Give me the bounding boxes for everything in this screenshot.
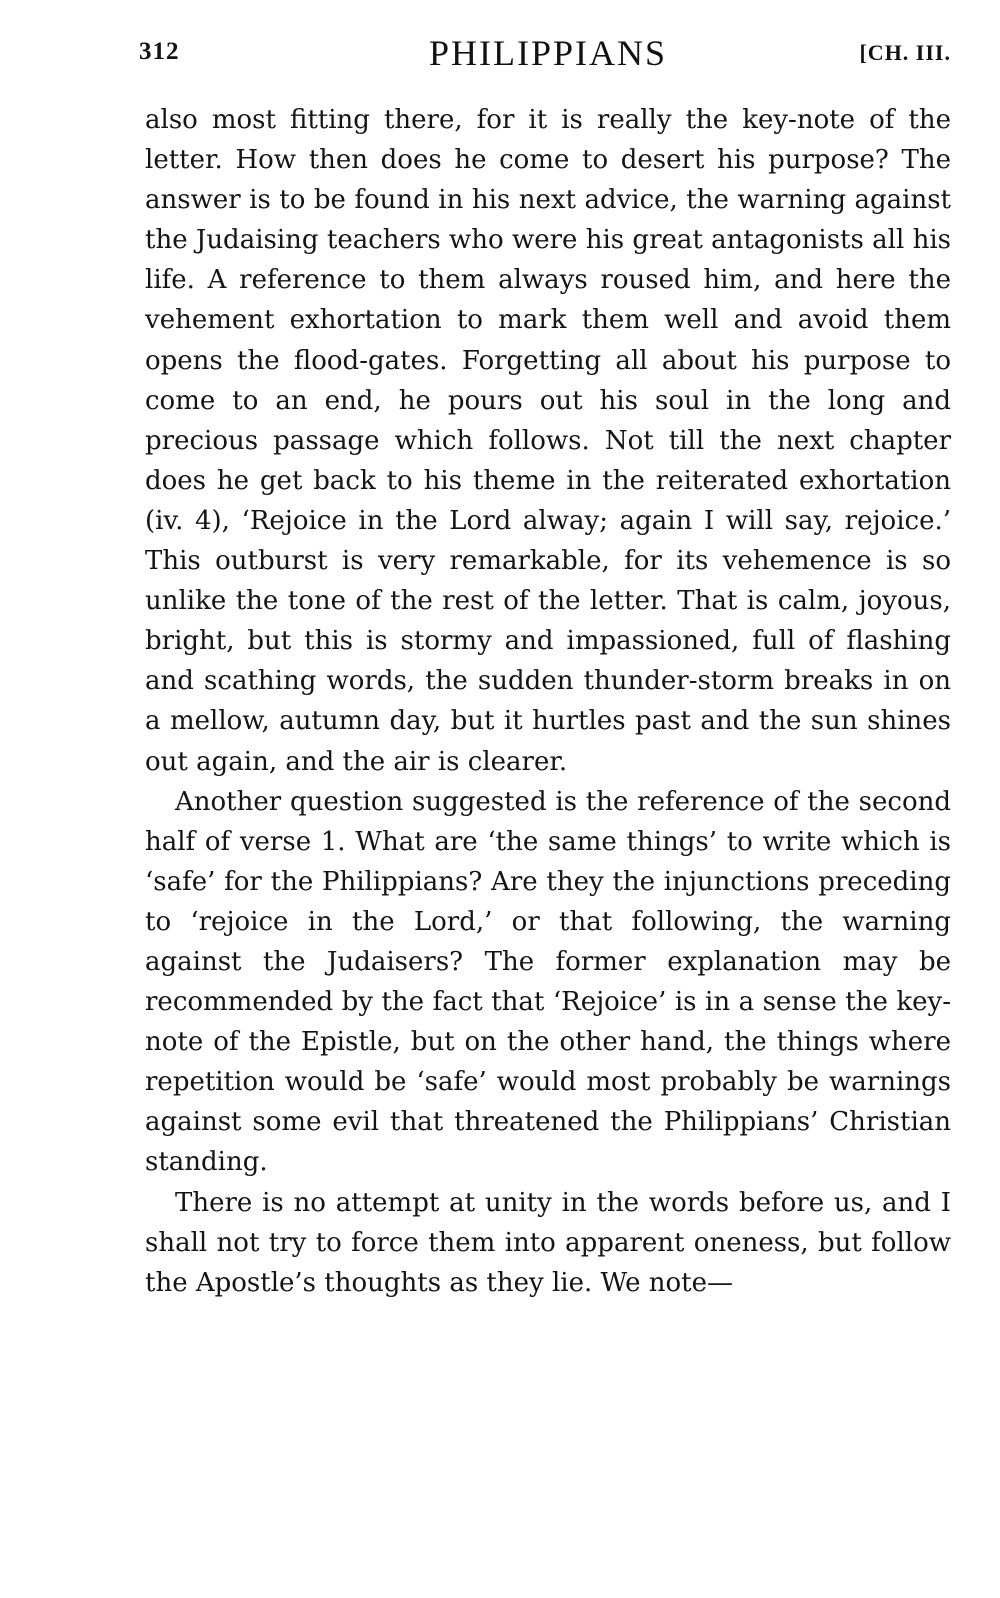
book-page	[139, 32, 951, 1303]
chapter-reference: [CH. III.	[859, 40, 951, 65]
page-number: 312	[139, 38, 180, 65]
book-title: PHILIPPIANS	[428, 33, 668, 73]
paragraph-question: Another question suggested is the reference of the second half of verse 1. What are ‘the same things’ to write which is ‘safe’ for the Philippians? Are they the injunctions preceding to ‘rejoice in the Lord,’ or that following, the warning against the Judaisers? The former explanation may be recommended by the fact that ‘Rejoice’ is in a sense the key-note of the Epistle, but on the other hand, the things where repetition would be ‘safe’ would most probably be warnings against some evil that threatened the Philippians’ Christian standing.	[145, 786, 951, 1178]
paragraph-unity: There is no attempt at unity in the words before us, and I shall not try to force them into apparent oneness, but follow the Apostle’s thoughts as they lie. We note—	[145, 1187, 951, 1298]
running-header	[139, 32, 951, 76]
body-text	[145, 100, 951, 1303]
paragraph-continued: also most fitting there, for it is really the key-note of the letter. How then does he come to desert his purpose? The answer is to be found in his next advice, the warning against the Judaising teachers who were his great antagonists all his life. A reference to them always roused him, and here the vehement exhortation to mark them well and avoid them opens the flood-gates. Forgetting all about his purpose to come to an end, he pours out his soul in the long and precious passage which follows. Not till the next chapter does he get back to his theme in the reiterated exhortation (iv. 4), ‘Rejoice in the Lord alway; again I will say, rejoice.’ This outburst is very remarkable, for its vehemence is so unlike the tone of the rest of the letter. That is calm, joyous, bright, but this is stormy and impassioned, full of flashing and scathing words, the sudden thunder-storm breaks in on a mellow, autumn day, but it hurtles past and the sun shines out again, and the air is clearer.	[145, 105, 951, 777]
